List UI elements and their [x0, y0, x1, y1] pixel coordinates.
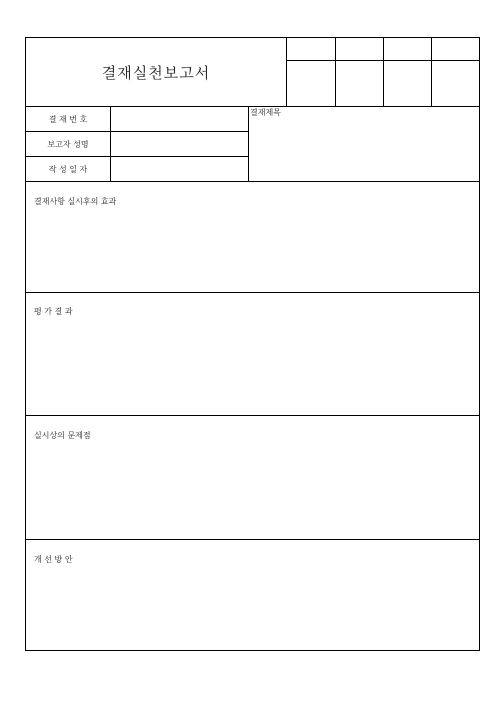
section-divider: [25, 539, 480, 540]
info-bottom-line: [25, 181, 480, 182]
section-problems-label: 실시상의 문제점: [34, 431, 91, 440]
section-effect-field[interactable]: [26, 210, 479, 292]
section-evaluation-field[interactable]: [26, 320, 479, 415]
subject-label: 결재제목: [250, 108, 281, 117]
approval-number-label: 결 재 번 호: [48, 114, 88, 124]
form-title: 결재실천보고서: [101, 63, 211, 82]
approval-sign-box[interactable]: [432, 61, 480, 106]
date-written-field[interactable]: [111, 157, 248, 181]
approval-sign-box[interactable]: [336, 61, 383, 106]
reporter-name-field[interactable]: [111, 132, 248, 156]
section-problems-field[interactable]: [26, 444, 479, 539]
section-improvement-label: 개 선 방 안: [34, 555, 73, 564]
approval-sign-box[interactable]: [287, 61, 335, 106]
subject-field[interactable]: [249, 117, 479, 181]
reporter-name-label: 보고자 성명: [47, 139, 89, 149]
section-evaluation-label: 평 가 결 과: [34, 307, 73, 316]
section-improvement-field[interactable]: [26, 568, 479, 650]
section-divider: [25, 292, 480, 293]
approval-number-field[interactable]: [111, 107, 248, 131]
section-effect-label: 결재사항 실시후의 효과: [34, 197, 117, 206]
section-divider: [25, 415, 480, 416]
date-written-label: 작 성 일 자: [48, 164, 88, 174]
approval-sign-box[interactable]: [384, 61, 431, 106]
